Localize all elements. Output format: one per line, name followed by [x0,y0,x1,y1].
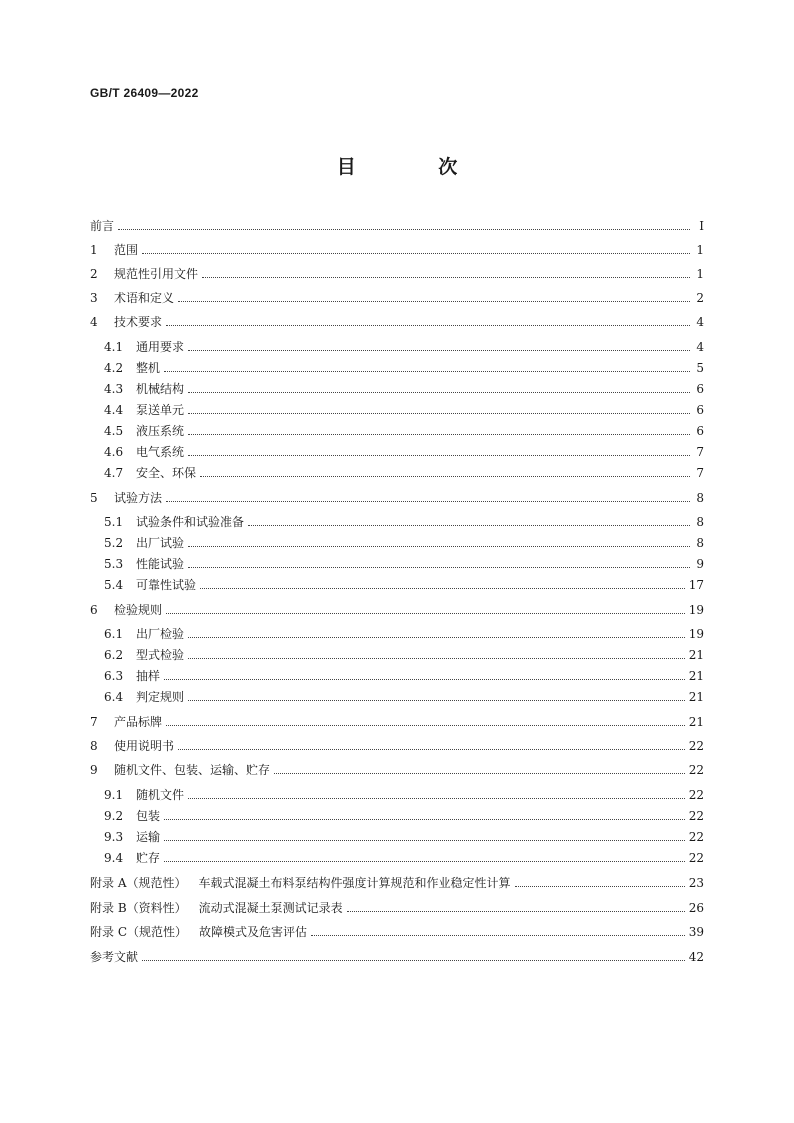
toc-entry-title: 通用要求 [136,340,185,354]
toc-entry-title: 参考文献 [90,950,139,964]
toc-page-number: 7 [696,445,704,459]
toc-entry[interactable] [104,827,704,845]
toc-dot-leader [166,500,690,502]
toc-entry-title: 试验方法 [114,491,163,505]
toc-page-number: 22 [688,788,704,802]
toc-entry[interactable] [104,848,704,866]
toc-page-number: 21 [688,669,704,683]
toc-entry-title: 技术要求 [114,315,163,329]
toc-entry-title: 随机文件、包装、运输、贮存 [114,763,271,777]
toc-dot-leader [188,545,690,547]
toc-entry-number: 4.5 [104,424,124,438]
toc-page-number: 9 [696,557,704,571]
toc-entry-title: 包装 [136,809,161,823]
toc-entry-title: 出厂试验 [136,536,185,550]
toc-dot-leader [164,860,685,862]
toc-entry[interactable] [104,806,704,824]
toc-entry[interactable] [90,712,704,730]
toc-entry-title: 整机 [136,361,161,375]
toc-dot-leader [166,724,685,726]
toc-entry-title: 车载式混凝土布料泵结构件强度计算规范和作业稳定性计算 [198,876,511,890]
toc-page-number: 26 [688,901,704,915]
toc-entry-title: 术语和定义 [114,291,175,305]
toc-page-number: 21 [688,648,704,662]
toc-title: 目 次 [336,156,496,178]
toc-page-number: 1 [696,267,704,281]
toc-dot-leader [188,412,690,414]
toc-dot-leader [164,678,685,680]
toc-entry-number: 9.4 [104,851,124,865]
toc-page-number: 8 [696,491,704,505]
toc-entry-number: 1 [90,243,98,257]
toc-page-number: 17 [688,578,704,592]
toc-entry[interactable] [90,947,704,965]
toc-page-number: 6 [696,382,704,396]
toc-entry-number: 2 [90,267,98,281]
toc-dot-leader [164,839,685,841]
toc-entry[interactable] [90,873,704,891]
toc-entry-title: 流动式混凝土泵测试记录表 [198,901,343,915]
toc-entry-number: 9.2 [104,809,124,823]
toc-entry[interactable] [90,264,704,282]
toc-entry[interactable] [104,554,704,572]
toc-entry-number: 6.3 [104,669,124,683]
toc-entry-title: 试验条件和试验准备 [136,515,245,529]
toc-entry[interactable] [104,575,704,593]
toc-entry-title: 规范性引用文件 [114,267,199,281]
toc-entry[interactable] [104,463,704,481]
toc-page-number: 19 [688,603,704,617]
toc-entry-title: 型式检验 [136,648,185,662]
toc-annex-label: 附录 B（资料性） [90,901,187,915]
standard-code: GB/T 26409—2022 [90,86,199,100]
toc-dot-leader [142,252,690,254]
toc-page-number: 1 [696,243,704,257]
toc-entry-number: 6 [90,603,98,617]
toc-entry-title: 使用说明书 [114,739,175,753]
toc-page-number: 22 [688,763,704,777]
toc-page-number: 8 [696,515,704,529]
toc-page-number: 4 [696,315,704,329]
toc-entry-title: 电气系统 [136,445,185,459]
toc-page-number: 23 [688,876,704,890]
toc-entry[interactable] [104,358,704,376]
toc-page-number: 21 [688,715,704,729]
toc-entry-number: 4.7 [104,466,124,480]
toc-entry-number: 4 [90,315,98,329]
toc-dot-leader [142,959,685,961]
toc-entry-number: 6.1 [104,627,124,641]
toc-dot-leader [164,818,685,820]
toc-dot-leader [202,276,690,278]
toc-dot-leader [118,228,690,230]
toc-entry-title: 运输 [136,830,161,844]
toc-entry-number: 4.2 [104,361,124,375]
toc-entry[interactable] [90,898,704,916]
toc-entry-title: 液压系统 [136,424,185,438]
toc-entry[interactable] [90,240,704,258]
toc-entry-number: 9.1 [104,788,124,802]
toc-entry-number: 5.3 [104,557,124,571]
toc-entry[interactable] [104,442,704,460]
toc-dot-leader [200,587,685,589]
toc-dot-leader [188,657,685,659]
toc-page-number: 5 [696,361,704,375]
toc-entry-number: 9 [90,763,98,777]
toc-entry-number: 6.4 [104,690,124,704]
toc-dot-leader [188,433,690,435]
toc-entry[interactable] [104,645,704,663]
toc-page-number: 22 [688,739,704,753]
toc-page-number: Ⅰ [699,219,704,233]
toc-dot-leader [166,612,685,614]
toc-entry-number: 7 [90,715,98,729]
toc-entry[interactable] [90,312,704,330]
toc-entry-title: 故障模式及危害评估 [199,925,308,939]
toc-entry[interactable] [104,785,704,803]
toc-entry-number: 6.2 [104,648,124,662]
toc-dot-leader [248,524,690,526]
toc-entry[interactable] [90,760,704,778]
toc-entry-title: 抽样 [136,669,161,683]
toc-page-number: 22 [688,809,704,823]
toc-page-number: 39 [688,925,704,939]
toc-entry-number: 3 [90,291,98,305]
toc-page-number: 2 [696,291,704,305]
toc-dot-leader [188,454,690,456]
toc-entry-title: 前言 [90,219,115,233]
toc-page-number: 22 [688,830,704,844]
toc-annex-label: 附录 A（规范性） [90,876,187,890]
toc-entry-number: 4.6 [104,445,124,459]
toc-entry-title: 范围 [114,243,139,257]
toc-entry[interactable] [104,666,704,684]
toc-dot-leader [274,772,685,774]
toc-entry[interactable] [104,379,704,397]
toc-dot-leader [515,885,685,887]
toc-entry-title: 泵送单元 [136,403,185,417]
toc-entry-number: 5.2 [104,536,124,550]
toc-entry-number: 5 [90,491,98,505]
toc-entry-title: 机械结构 [136,382,185,396]
toc-page-number: 4 [696,340,704,354]
toc-entry[interactable] [90,600,704,618]
toc-entry[interactable] [90,922,704,940]
toc-dot-leader [188,391,690,393]
toc-dot-leader [200,475,690,477]
toc-entry[interactable] [90,736,704,754]
toc-entry-number: 8 [90,739,98,753]
toc-entry[interactable] [104,512,704,530]
toc-page-number: 42 [688,950,704,964]
toc-entry-title: 贮存 [136,851,161,865]
toc-entry-number: 4.4 [104,403,124,417]
toc-entry[interactable] [90,488,704,506]
toc-dot-leader [188,699,685,701]
toc-dot-leader [347,910,685,912]
toc-dot-leader [164,370,690,372]
toc-dot-leader [311,934,685,936]
toc-entry[interactable] [104,400,704,418]
toc-entry[interactable] [104,533,704,551]
toc-entry-title: 检验规则 [114,603,163,617]
toc-page-number: 19 [688,627,704,641]
toc-dot-leader [178,748,685,750]
toc-entry[interactable] [104,337,704,355]
toc-entry-title: 可靠性试验 [136,578,197,592]
toc-page-number: 7 [696,466,704,480]
toc-page-number: 6 [696,424,704,438]
toc-entry-title: 随机文件 [136,788,185,802]
toc-dot-leader [166,324,690,326]
toc-entry-title: 判定规则 [136,690,185,704]
toc-entry-number: 5.1 [104,515,124,529]
toc-annex-label: 附录 C（规范性） [90,925,187,939]
toc-dot-leader [188,636,685,638]
toc-dot-leader [188,349,690,351]
toc-entry-title: 出厂检验 [136,627,185,641]
toc-entry[interactable] [104,624,704,642]
toc-page-number: 22 [688,851,704,865]
toc-entry-number: 9.3 [104,830,124,844]
toc-entry-title: 产品标牌 [114,715,163,729]
toc-dot-leader [178,300,690,302]
toc-entry-number: 5.4 [104,578,124,592]
toc-entry-number: 4.3 [104,382,124,396]
toc-entry[interactable] [90,288,704,306]
toc-entry-title: 性能试验 [136,557,185,571]
toc-page-number: 21 [688,690,704,704]
toc-page-number: 8 [696,536,704,550]
toc-entry[interactable] [104,421,704,439]
toc-entry[interactable] [104,687,704,705]
toc-entry-number: 4.1 [104,340,124,354]
toc-page-number: 6 [696,403,704,417]
toc-entry-title: 安全、环保 [136,466,197,480]
toc-dot-leader [188,797,685,799]
toc-entry[interactable] [90,216,704,234]
toc-dot-leader [188,566,690,568]
